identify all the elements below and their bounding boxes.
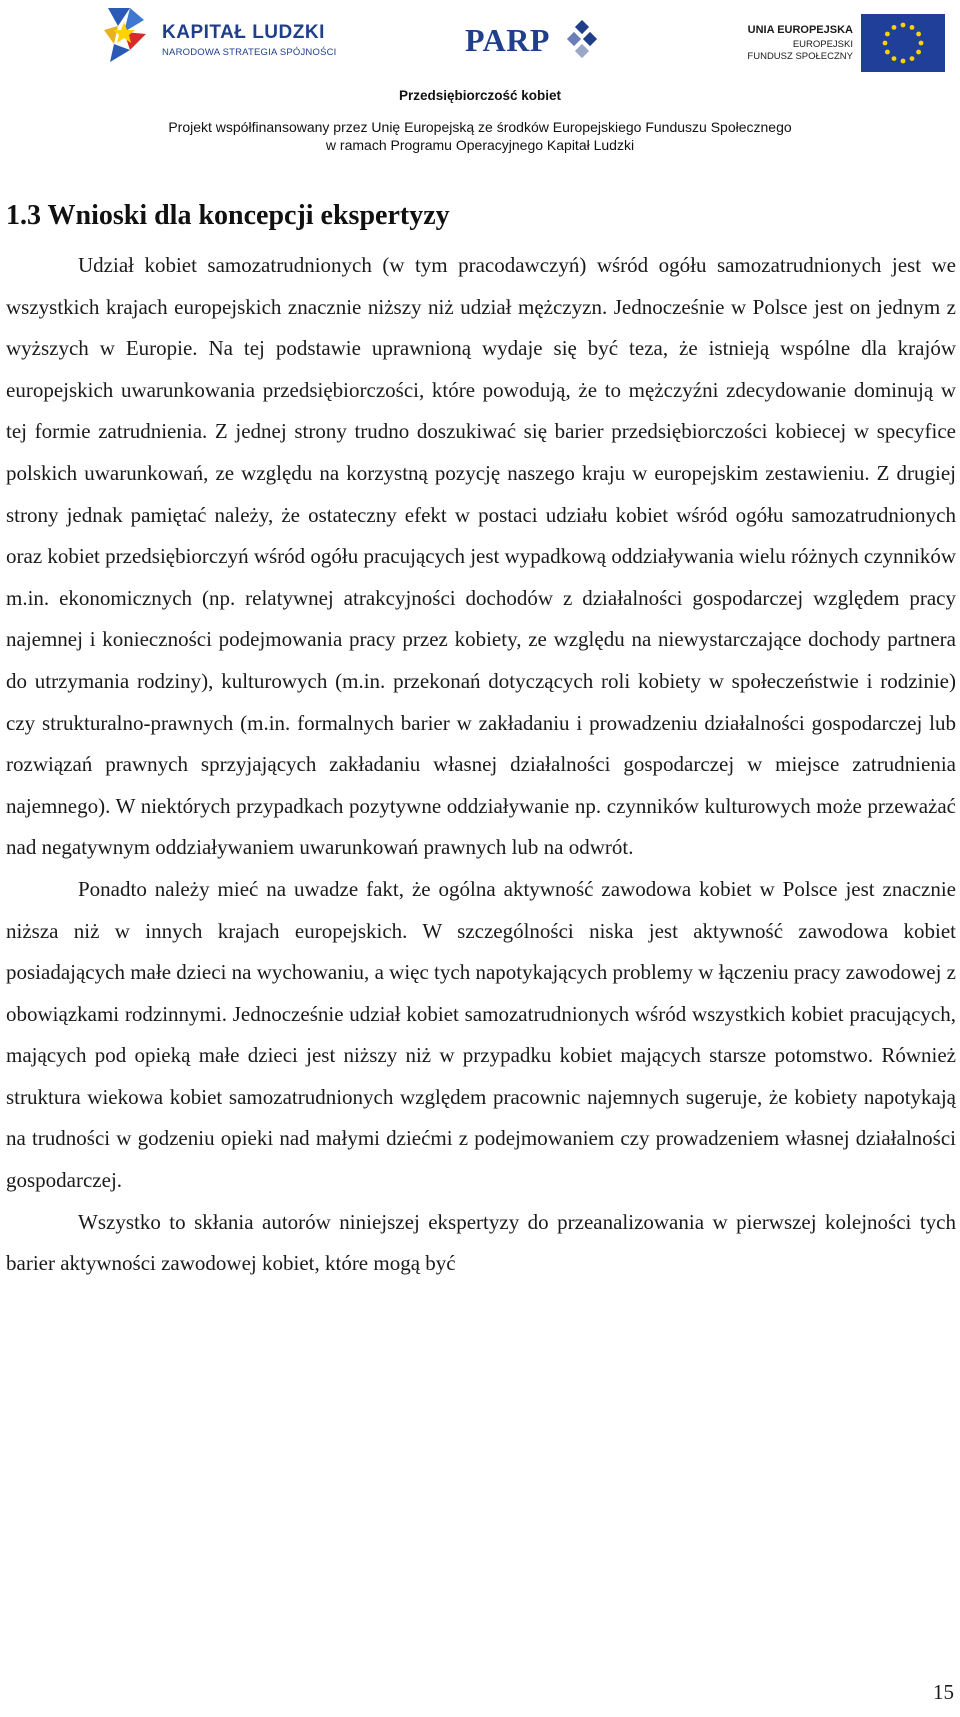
section-body [6,245,956,1285]
kapital-ludzki-logo [100,4,340,68]
eu-logo-line2: EUROPEJSKI [792,39,853,50]
paragraph: Ponadto należy mieć na uwadze fakt, że ogólna aktywność zawodowa kobiet w Polsce jest znacznie niższa niż w innych krajach europejskich. W szczególności niska jest aktywność zawodowa kobiet posiadających małe dzieci na wychowaniu, a więc tych napotykających problemy w łączeniu pracy zawodowej z obowiązkami rodzinnymi. Jednocześnie udział kobiet samozatrudnionych wśród wszystkich kobiet pracujących, mających pod opieką małe dzieci jest niższy niż w przypadku kobiet mających starsze potomstwo. Również struktura wiekowa kobiet samozatrudnionych względem pracownic najemnych sugeruje, że kobiety napotykają na trudności w godzeniu opieki nad małymi dziećmi z podejmowaniem czy prowadzeniem własnej działalności gospodarczej. [6,876,956,1193]
page-number: 15 [933,1680,954,1704]
parp-logo-text: PARP [465,22,550,58]
eu-logo-line1: UNIA EUROPEJSKA [747,24,853,36]
parp-diamond-icon [563,20,603,60]
header-title: Przedsiębiorczość kobiet [398,88,562,103]
paragraph: Wszystko to skłania autorów niniejszej ekspertyzy do przeanalizowania w pierwszej kolejności tych barier aktywności zawodowej kobiet, które mogą być [6,1209,956,1276]
header-funding-line2: w ramach Programu Operacyjnego Kapitał Ludzki [325,137,635,153]
header-funding-line1: Projekt współfinansowany przez Unię Europejską ze środków Europejskiego Funduszu Społecznego [168,119,792,135]
eu-logo [747,14,945,74]
section-heading: 1.3 Wnioski dla koncepcji ekspertyzy [6,200,450,231]
paragraph: Udział kobiet samozatrudnionych (w tym pracodawczyń) wśród ogółu samozatrudnionych jest we wszystkich krajach europejskich znacznie niższy niż udział mężczyzn. Jednocześnie w Polsce jest on jednym z wyższych w Europie. Na tej podstawie uprawnioną wydaje się być teza, że istnieją wspólne dla krajów europejskich uwarunkowania przedsiębiorczości, które powodują, że to mężczyźni zdecydowanie dominują w tej formie zatrudnienia. Z jednej strony trudno doszukiwać się barier przedsiębiorczości kobiecej w specyfice polskich uwarunkowań, ze względu na korzystną pozycję naszego kraju w europejskim zestawieniu. Z drugiej strony jednak pamiętać należy, że ostateczny efekt w postaci udziału kobiet wśród ogółu samozatrudnionych oraz kobiet przedsiębiorczyń wśród ogółu pracujących jest wypadkową oddziaływania wielu różnych czynników m.in. ekonomicznych (np. relatywnej atrakcyjności dochodów z działalności gospodarczej względem pracy najemnej i konieczności podejmowania pracy przez kobiety, ze względu na niewystarczające dochody partnera do utrzymania rodziny), kulturowych (m.in. przekonań dotyczących roli kobiety w społeczeństwie i rodzinie) czy strukturalno-prawnych (m.in. formalnych barier w zakładaniu i prowadzeniu działalności gospodarczej lub rozwiązań prawnych sprzyjających zakładaniu własnej działalności gospodarczej w miejsce zatrudnienia najemnego). W niektórych przypadkach pozytywne oddziaływanie np. czynników kulturowych może przeważać nad negatywnym oddziaływaniem uwarunkowań prawnych lub na odwrót. [6,253,956,860]
eu-logo-line3: FUNDUSZ SPOŁECZNY [747,51,853,62]
eu-flag-icon [861,14,945,72]
kapital-ludzki-star-icon [100,4,152,66]
kapital-ludzki-subtitle: NARODOWA STRATEGIA SPÓJNOŚCI [162,47,337,58]
page-header [0,0,960,160]
parp-logo [465,10,605,66]
kapital-ludzki-title: KAPITAŁ LUDZKI [162,22,325,43]
